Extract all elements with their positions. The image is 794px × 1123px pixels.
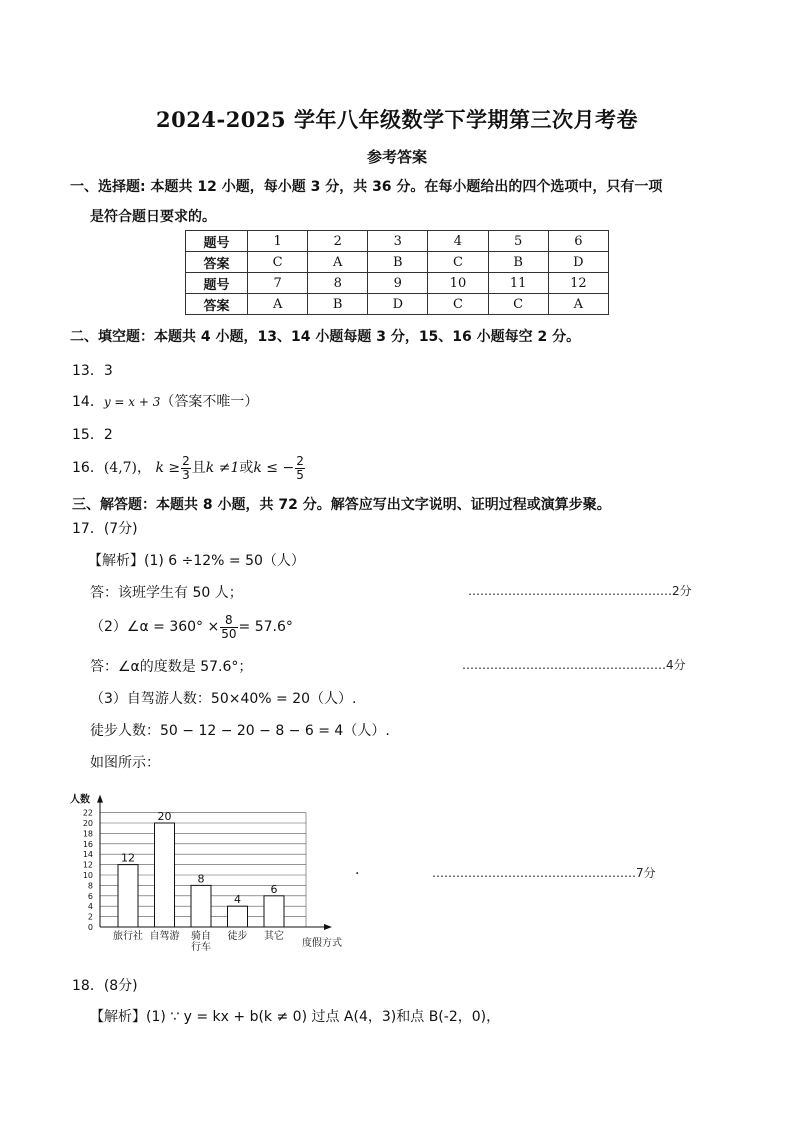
bar-value-label: 12 [121, 851, 135, 865]
answer-table [185, 230, 609, 315]
table-cell: B [308, 294, 368, 315]
section1-heading: 一、选择题: 本题共 12 小题，每小题 3 分，共 36 分。在每小题给出的四个选项中，只有一项 [70, 179, 663, 195]
q17-line-5: （3）自驾游人数：50×40% = 20（人）. [90, 691, 357, 707]
q17-line-3 [90, 609, 293, 645]
y-tick-label: 10 [82, 871, 93, 880]
fraction-numerator: 2 [296, 453, 304, 468]
answer-14-number: 14． [72, 394, 104, 410]
table-cell: A [248, 294, 308, 315]
answer-14-expression: y = x + 3 [103, 395, 161, 409]
table-row [186, 231, 609, 252]
table-row [186, 252, 609, 273]
bar [155, 823, 175, 927]
table-cell: C [428, 252, 488, 273]
x-tick-label: 旅行社 [113, 931, 143, 942]
table-cell: 8 [308, 273, 368, 294]
y-tick-label: 4 [87, 902, 93, 912]
fraction-denominator: 5 [296, 467, 304, 482]
y-axis-label: 人数 [70, 794, 90, 806]
table-header-cell: 题号 [186, 273, 248, 294]
table-row [186, 273, 609, 294]
table-cell: C [248, 252, 308, 273]
q17-line-1: 【解析】(1) 6 ÷12% = 50（人） [88, 553, 305, 569]
table-cell: 12 [548, 273, 608, 294]
table-cell: 4 [428, 231, 488, 252]
q17-line-7: 如图所示： [90, 755, 160, 771]
y-tick-label: 8 [87, 881, 93, 891]
q17-score-4: ……………………………………………4分 [462, 658, 686, 672]
table-cell: B [488, 252, 548, 273]
answer-16-and: 且 [191, 460, 206, 476]
x-tick-label: 自驾游 [149, 931, 180, 942]
table-cell: A [548, 294, 608, 315]
y-tick-label: 20 [82, 819, 93, 828]
table-cell: B [368, 252, 428, 273]
y-tick-label: 2 [87, 912, 93, 922]
fraction-numerator: 8 [220, 614, 237, 628]
x-tick-label: 徒步 [227, 931, 248, 942]
bar [191, 885, 211, 927]
answer-16-or: 或 [239, 460, 254, 476]
answer-16-k-geq: k ≥ [155, 460, 181, 476]
table-cell: 1 [248, 231, 308, 252]
table-header-cell: 答案 [186, 252, 248, 273]
x-tick-label: 其它 [264, 931, 284, 942]
q17-line-4: 答：∠α的度数是 57.6°； [90, 659, 253, 675]
bar-value-label: 20 [157, 810, 172, 823]
y-tick-label: 6 [87, 891, 93, 901]
table-cell: D [548, 252, 608, 273]
section1-heading-cont: 是符合题日要求的。 [90, 209, 216, 225]
bar-value-label: 4 [234, 893, 241, 907]
q17-fraction [220, 614, 237, 641]
q18-heading: 18．(8分) [72, 978, 138, 994]
answer-15: 15．2 [72, 427, 113, 443]
table-cell: A [308, 252, 368, 273]
table-cell: D [368, 294, 428, 315]
table-cell: 6 [548, 231, 608, 252]
bar-value-label: 8 [197, 872, 205, 886]
answer-16-k-neq: k ≠1 [205, 460, 240, 476]
answer-14-note: （答案不唯一） [160, 394, 259, 410]
answer-14 [72, 391, 258, 411]
q17-score-2: ……………………………………………2分 [468, 584, 692, 598]
q17-line-2: 答：该班学生有 50 人； [90, 585, 243, 601]
q17-angle-result: = 57.6° [238, 619, 293, 635]
y-tick-label: 0 [87, 923, 93, 932]
bar [118, 865, 138, 927]
q17-angle-expression: （2）∠α = 360° × [90, 619, 220, 635]
page-subtitle: 参考答案 [366, 148, 427, 166]
y-tick-label: 14 [82, 850, 93, 860]
answer-13: 13．3 [72, 363, 113, 379]
table-cell: 3 [368, 231, 428, 252]
table-cell: 11 [488, 273, 548, 294]
bar-chart [62, 785, 362, 955]
table-cell: 2 [308, 231, 368, 252]
table-cell: 10 [428, 273, 488, 294]
answer-16-fraction-2 [295, 455, 305, 482]
table-row [186, 294, 609, 315]
x-axis-arrow [324, 924, 332, 930]
fraction-denominator: 50 [221, 626, 237, 641]
section3-heading: 三、解答题：本题共 8 小题，共 72 分。解答应写出文字说明、证明过程或演算步聚。 [72, 497, 611, 513]
table-header-cell: 题号 [186, 231, 248, 252]
table-cell: 5 [488, 231, 548, 252]
bar-value-label: 6 [270, 882, 278, 896]
chart-dot: . [355, 862, 360, 878]
answer-16 [72, 448, 306, 488]
fraction-denominator: 3 [182, 467, 190, 482]
y-tick-label: 16 [82, 839, 93, 849]
fraction-numerator: 2 [182, 453, 190, 468]
answer-16-k-leq: k ≤ − [253, 460, 295, 476]
bar [228, 906, 248, 927]
y-tick-label: 18 [82, 829, 93, 839]
q17-score-7: ……………………………………………7分 [432, 866, 656, 880]
answer-16-fraction-1 [181, 455, 191, 482]
y-tick-label: 12 [82, 860, 93, 870]
q18-line-1: 【解析】(1) ∵ y = kx + b(k ≠ 0) 过点 A(4，3)和点 B(-2，0)， [90, 1009, 501, 1025]
table-cell: C [428, 294, 488, 315]
y-axis-arrow [97, 795, 103, 803]
table-header-cell: 答案 [186, 294, 248, 315]
q17-line-6: 徒步人数：50 − 12 − 20 − 8 − 6 = 4（人）. [90, 723, 390, 739]
answer-16-point: (4,7)， [103, 460, 152, 476]
table-cell: C [488, 294, 548, 315]
x-tick-label: 行车 [191, 942, 211, 953]
bar [264, 896, 284, 927]
page-title: 2024-2025 学年八年级数学下学期第三次月考卷 [156, 107, 638, 132]
y-tick-label: 22 [82, 808, 93, 818]
q17-heading: 17．(7分) [72, 521, 138, 537]
section2-heading: 二、填空题：本题共 4 小题，13、14 小题每题 3 分，15、16 小题每空 2 分。 [70, 329, 581, 345]
table-cell: 9 [368, 273, 428, 294]
x-axis-label: 度假方式 [302, 938, 342, 949]
x-tick-label: 骑自 [191, 931, 211, 942]
table-cell: 7 [248, 273, 308, 294]
answer-16-number: 16． [72, 460, 104, 476]
